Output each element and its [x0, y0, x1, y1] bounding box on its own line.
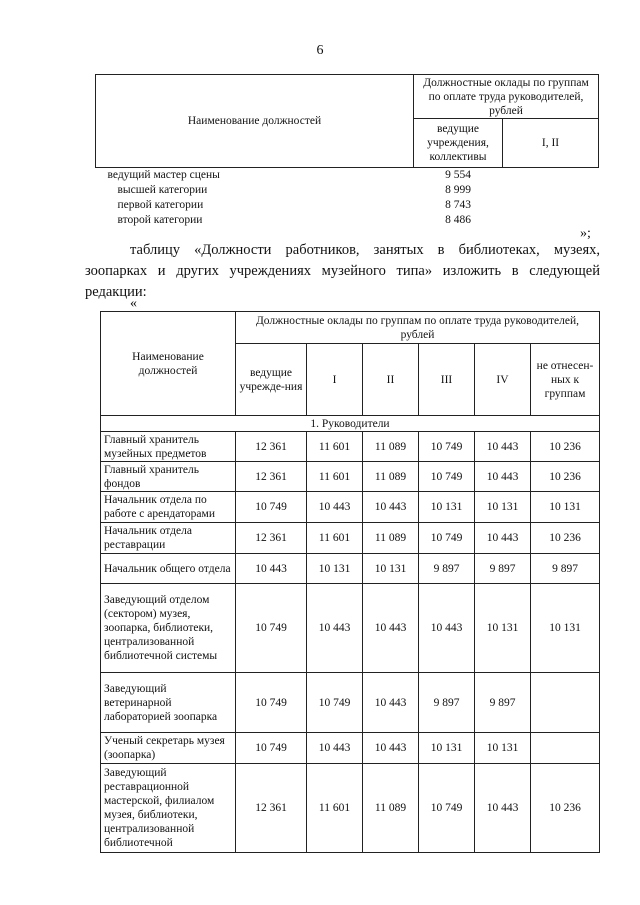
position-name: Заведующий реставрационной мастерской, филиалом музея, библиотеки, централизованной библиотечной — [101, 764, 236, 853]
salary-cell: 10 131 — [419, 733, 475, 764]
table-row — [101, 462, 600, 492]
salary-cell: 10 749 — [419, 523, 475, 554]
column-header: не отнесен-ных к группам — [531, 344, 600, 416]
salary-cell: 10 443 — [307, 584, 363, 673]
salary-cell: 10 443 — [475, 462, 531, 492]
salary-cell: 10 236 — [531, 432, 600, 462]
salary-cell: 11 601 — [307, 432, 363, 462]
position-name: Ученый секретарь музея (зоопарка) — [101, 733, 236, 764]
top-row-value: 8 486 — [445, 213, 471, 226]
top-row-label: второй категории — [117, 213, 203, 226]
position-name: Заведующий ветеринарной лабораторией зоопарка — [101, 673, 236, 733]
salary-cell: 10 749 — [236, 492, 307, 523]
main-header-name: Наименование должностей — [101, 312, 236, 416]
position-name: Начальник общего отдела — [101, 554, 236, 584]
salary-cell: 10 443 — [363, 733, 419, 764]
salary-cell: 10 443 — [363, 492, 419, 523]
salary-cell: 10 443 — [475, 432, 531, 462]
salary-cell: 12 361 — [236, 432, 307, 462]
position-name: Начальник отдела реставрации — [101, 523, 236, 554]
salary-cell: 12 361 — [236, 523, 307, 554]
section-title: 1. Руководители — [101, 416, 600, 432]
top-row-label: ведущий мастер сцены — [107, 169, 220, 181]
opening-quote: « — [130, 296, 137, 311]
salary-cell: 10 131 — [531, 584, 600, 673]
top-row-value: 8 999 — [445, 183, 471, 196]
salary-cell: 9 897 — [475, 554, 531, 584]
salary-cell: 10 131 — [475, 492, 531, 523]
top-row-value: 8 743 — [445, 198, 471, 211]
top-row-value: 9 554 — [445, 169, 471, 181]
salary-cell: 10 749 — [236, 673, 307, 733]
salary-cell: 9 897 — [419, 554, 475, 584]
column-header: IV — [475, 344, 531, 416]
top-salary-table — [95, 74, 599, 228]
column-header: ведущие учрежде-ния — [236, 344, 307, 416]
museum-salary-table — [100, 311, 600, 853]
page-number: 6 — [316, 43, 324, 58]
top-row-label: высшей категории — [117, 183, 208, 196]
salary-cell: 10 236 — [531, 462, 600, 492]
salary-cell: 11 601 — [307, 462, 363, 492]
position-name: Главный хранитель музейных предметов — [101, 432, 236, 462]
salary-cell: 12 361 — [236, 462, 307, 492]
salary-cell: 10 749 — [236, 584, 307, 673]
salary-cell: 10 749 — [419, 764, 475, 853]
salary-cell — [531, 673, 600, 733]
salary-cell: 10 131 — [475, 733, 531, 764]
salary-cell: 10 131 — [363, 554, 419, 584]
salary-cell: 10 749 — [419, 432, 475, 462]
top-header-sub1: ведущие учреждения, коллективы — [414, 119, 503, 168]
salary-cell: 10 749 — [236, 733, 307, 764]
salary-cell: 11 089 — [363, 523, 419, 554]
salary-cell — [531, 733, 600, 764]
salary-cell: 11 089 — [363, 764, 419, 853]
salary-cell: 10 236 — [531, 523, 600, 554]
table-row — [101, 673, 600, 733]
salary-cell: 11 089 — [363, 432, 419, 462]
table-row — [101, 554, 600, 584]
table-row — [101, 764, 600, 853]
salary-cell: 10 131 — [419, 492, 475, 523]
salary-cell: 9 897 — [475, 673, 531, 733]
salary-cell: 10 236 — [531, 764, 600, 853]
salary-cell: 9 897 — [419, 673, 475, 733]
column-header: II — [363, 344, 419, 416]
salary-cell: 10 443 — [307, 492, 363, 523]
column-header: III — [419, 344, 475, 416]
top-row-label: первой категории — [117, 198, 204, 211]
position-name: Главный хранитель фондов — [101, 462, 236, 492]
table-row — [101, 523, 600, 554]
closing-quote: »; — [580, 226, 591, 241]
salary-cell: 11 601 — [307, 523, 363, 554]
salary-cell: 12 361 — [236, 764, 307, 853]
salary-cell: 9 897 — [531, 554, 600, 584]
position-name: Начальник отдела по работе с арендаторами — [101, 492, 236, 523]
top-header-name: Наименование должностей — [96, 75, 414, 168]
salary-cell: 10 443 — [236, 554, 307, 584]
salary-cell: 10 131 — [475, 584, 531, 673]
salary-cell: 10 443 — [475, 764, 531, 853]
salary-cell: 10 131 — [307, 554, 363, 584]
salary-cell: 10 443 — [363, 673, 419, 733]
position-name: Заведующий отделом (сектором) музея, зоопарка, библиотеки, централизованной библиотечной системы — [101, 584, 236, 673]
top-header-group: Должностные оклады по группам по оплате труда руководителей, рублей — [414, 75, 599, 119]
amendment-paragraph: таблицу «Должности работников, занятых в библиотеках, музеях, зоопарках и других учреждениях музейного типа» изложить в следующей редакции: — [85, 242, 600, 300]
top-header-sub2: I, II — [503, 119, 599, 168]
salary-cell: 10 131 — [531, 492, 600, 523]
table-row — [101, 584, 600, 673]
column-header: I — [307, 344, 363, 416]
salary-cell: 10 443 — [307, 733, 363, 764]
salary-cell: 10 443 — [419, 584, 475, 673]
salary-cell: 10 749 — [419, 462, 475, 492]
table-row — [101, 492, 600, 523]
salary-cell: 10 443 — [363, 584, 419, 673]
salary-cell: 11 089 — [363, 462, 419, 492]
main-header-group: Должностные оклады по группам по оплате труда руководителей, рублей — [236, 312, 600, 344]
table-row — [101, 432, 600, 462]
salary-cell: 11 601 — [307, 764, 363, 853]
table-row — [101, 733, 600, 764]
salary-cell: 10 749 — [307, 673, 363, 733]
salary-cell: 10 443 — [475, 523, 531, 554]
